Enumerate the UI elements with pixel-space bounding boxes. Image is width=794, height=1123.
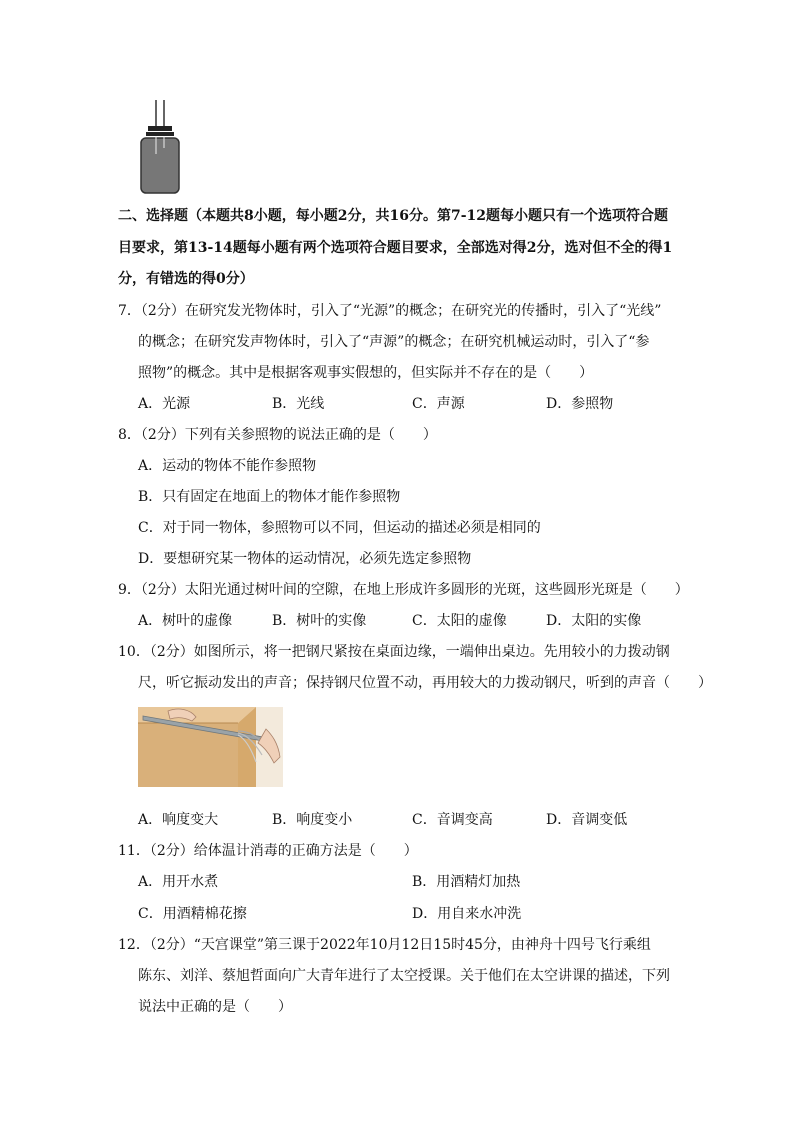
q11-option-a[interactable]: A．用开水煮 [138, 874, 219, 890]
q12-stem-line-1: 12．（2分）“天宫课堂”第三课于2022年10月12日15时45分，由神舟十四号飞行乘组 [118, 937, 651, 953]
q7-stem-line-2: 的概念；在研究发声物体时，引入了“声源”的概念；在研究机械运动时，引入了“参 [138, 334, 650, 350]
q7-option-c[interactable]: C．声源 [412, 396, 465, 412]
q10-option-a[interactable]: A．响度变大 [138, 812, 219, 828]
q10-option-d[interactable]: D．音调变低 [546, 812, 628, 828]
q12-stem-line-2: 陈东、刘洋、蔡旭哲面向广大青年进行了太空授课。关于他们在太空讲课的描述，下列 [138, 968, 670, 984]
q11-option-c[interactable]: C．用酒精棉花擦 [138, 906, 247, 922]
q9-option-a[interactable]: A．树叶的虚像 [138, 613, 233, 629]
section-heading-line-2: 目要求，第13-14题每小题有两个选项符合题目要求，全部选对得2分，选对但不全的得1 [118, 240, 673, 256]
q7-stem-line-3: 照物”的概念。其中是根据客观事实假想的，但实际并不存在的是（ ） [138, 365, 594, 381]
q8-option-a[interactable]: A．运动的物体不能作参照物 [138, 458, 317, 474]
q8-stem: 8．（2分）下列有关参照物的说法正确的是（ ） [118, 427, 437, 443]
q9-option-b[interactable]: B．树叶的实像 [272, 613, 367, 629]
q10-option-c[interactable]: C．音调变高 [412, 812, 493, 828]
q11-option-d[interactable]: D．用自来水冲洗 [412, 906, 522, 922]
q8-option-c[interactable]: C．对于同一物体，参照物可以不同，但运动的描述必须是相同的 [138, 520, 541, 536]
q7-option-a[interactable]: A．光源 [138, 396, 191, 412]
q10-option-b[interactable]: B．响度变小 [272, 812, 353, 828]
q12-stem-line-3: 说法中正确的是（ ） [138, 999, 292, 1015]
q9-stem: 9．（2分）太阳光通过树叶间的空隙，在地上形成许多圆形的光斑，这些圆形光斑是（ ） [118, 582, 689, 598]
ruler-on-table-figure [138, 707, 283, 787]
q10-stem-line-2: 尺，听它振动发出的声音；保持钢尺位置不动，再用较大的力拨动钢尺，听到的声音（ ） [138, 675, 712, 691]
q7-option-d[interactable]: D．参照物 [546, 396, 614, 412]
q8-option-d[interactable]: D．要想研究某一物体的运动情况，必须先选定参照物 [138, 551, 472, 567]
q7-option-b[interactable]: B．光线 [272, 396, 325, 412]
q11-option-b[interactable]: B．用酒精灯加热 [412, 874, 521, 890]
q9-option-c[interactable]: C．太阳的虚像 [412, 613, 507, 629]
q11-stem: 11．（2分）给体温计消毒的正确方法是（ ） [118, 843, 418, 859]
jar-with-tubes-figure [138, 100, 182, 194]
section-heading-line-3: 分，有错选的得0分） [118, 271, 254, 287]
q9-option-d[interactable]: D．太阳的实像 [546, 613, 642, 629]
q7-stem-line-1: 7．（2分）在研究发光物体时，引入了“光源”的概念；在研究光的传播时，引入了“光线” [118, 303, 662, 319]
q8-option-b[interactable]: B．只有固定在地面上的物体才能作参照物 [138, 489, 401, 505]
section-heading-line-1: 二、选择题（本题共8小题，每小题2分，共16分。第7-12题每小题只有一个选项符合题 [118, 208, 668, 224]
q10-stem-line-1: 10．（2分）如图所示，将一把钢尺紧按在桌面边缘，一端伸出桌边。先用较小的力拨动钢 [118, 644, 670, 660]
